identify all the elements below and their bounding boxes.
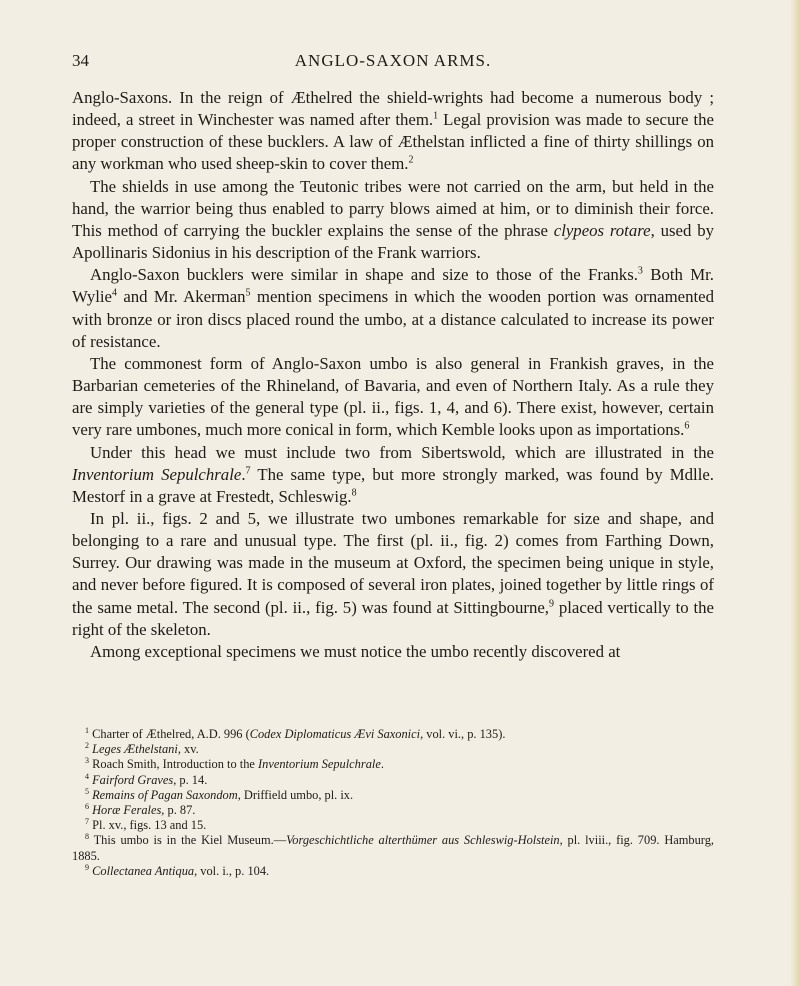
footnote: $^3$ Roach Smith, Introduction to the Inventorium Sepulchrale. [85, 756, 384, 772]
paragraph: The commonest form of Anglo-Saxon umbo is also general in Frankish graves, in the Barbarian cemeteries of the Rhineland, of Bavaria, and even of Northern Italy. As a rule they are simply varieties of the general type (pl. ii., figs. 1, 4, and 6). There exist, however, certain very rare umbones, much more conical in form, which Kemble looks upon as importations.$^6$ [72, 353, 714, 440]
running-title: ANGLO-SAXON ARMS. [294, 51, 492, 70]
paragraph: Anglo-Saxons. In the reign of Æthelred the shield-wrights had become a numerous body ; indeed, a street in Winchester was named after them.$^1$ Legal provision was made to secure the proper construction of these bucklers. A law of Æthelstan inflicted a fine of thirty shillings on any workman who used sheep-skin to cover them.$^2$ [72, 88, 715, 174]
footnote-ref: 2 [408, 154, 414, 166]
footnote: $^4$ Fairford Graves, p. 14. [85, 771, 208, 787]
page-number: 34 [72, 51, 89, 70]
paragraph: In pl. ii., figs. 2 and 5, we illustrate two umbones remarkable for size and shape, and belonging to a rare and unusual type. The first (pl. ii., fig. 2) comes from Farthing Down, Surrey. Our drawing was made in the museum at Oxford, the specimen being unique in style, and never before figured. It is composed of several iron plates, joined together by little rings of the same metal. The second (pl. ii., fig. 5) was found at Sittingbourne,$^9$ placed vertically to the right of the skeleton. [72, 508, 714, 639]
book-page [72, 0, 714, 986]
body-text [72, 87, 714, 663]
footnote-ref: 4 [112, 287, 117, 299]
footnote-ref: 6 [684, 420, 690, 432]
paragraph: The shields in use among the Teutonic tribes were not carried on the arm, but held in the hand, the warrior being thus enabled to parry blows aimed at him, or to diminish their force. This method of carrying the buckler explains the sense of the phrase clypeos rotare, used by Apollinaris Sidonius in his description of the Frank warriors. [72, 176, 714, 263]
footnote: $^1$ Charter of Æthelred, A.D. 996 (Codex Diplomaticus Ævi Saxonici, vol. vi., p. 135). [85, 725, 506, 741]
footnote: $^8$ This umbo is in the Kiel Museum.—Vorgeschichtliche alterthümer aus Schleswig-Holstein, pl. lviii., fig. 709. Hamburg, 1885. [72, 832, 714, 863]
footnote-ref: 8 [351, 487, 357, 499]
footnote: $^7$ Pl. xv., figs. 13 and 15. [85, 817, 207, 833]
footnote-ref: 9 [549, 598, 554, 609]
paragraph: Anglo-Saxon bucklers were similar in shape and size to those of the Franks.$^3$ Both Mr. Wylie$^4$ and Mr. Akerman$^5$ mention specimens in which the wooden portion was ornamented with bronze or iron discs placed round the umbo, at a distance calculated to increase its power of resistance. [72, 265, 714, 351]
footnote: $^6$ Horæ Ferales, p. 87. [85, 801, 196, 818]
footnote: $^2$ Leges Æthelstani, xv. [85, 741, 199, 757]
footnote-ref: 7 [245, 465, 251, 477]
footnote-ref: 1 [433, 110, 439, 122]
footnote-ref: 3 [637, 265, 643, 277]
footnotes [72, 727, 714, 879]
footnote: $^9$ Collectanea Antiqua, vol. i., p. 104. [85, 862, 270, 878]
paragraph: Among exceptional specimens we must notice the umbo recently discovered at [90, 641, 621, 661]
footnote-ref: 5 [245, 287, 251, 299]
footnote: $^5$ Remains of Pagan Saxondom, Driffield umbo, pl. ix. [85, 786, 354, 802]
paragraph: Under this head we must include two from Sibertswold, which are illustrated in the Inventorium Sepulchrale.$^7$ The same type, but more strongly marked, was found by Mdlle. Mestorf in a grave at Frestedt, Schleswig.$^8$ [72, 442, 714, 506]
page-edge [790, 0, 800, 986]
